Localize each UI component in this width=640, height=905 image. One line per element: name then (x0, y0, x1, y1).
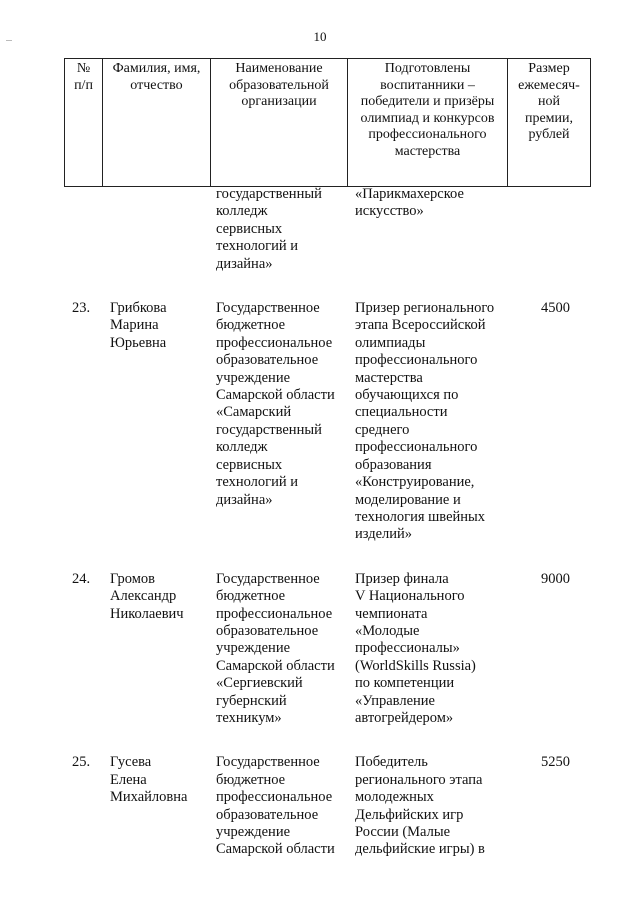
header-line: премии, (524, 110, 574, 126)
header-num (65, 59, 103, 187)
cell-line: автогрейдером» (355, 709, 454, 726)
cell-name (102, 186, 210, 273)
header-line: победители и призёры (360, 94, 495, 109)
cell-line: дельфийские игры) в (355, 841, 485, 858)
header-line: Фамилия, имя, (112, 61, 201, 76)
cell-line: Призер регионального (355, 300, 495, 317)
cell-name (102, 300, 210, 544)
cell-line: государственный (216, 186, 322, 202)
cell-line: Юрьевна (110, 334, 167, 351)
cell-line: профессионалы» (355, 640, 460, 657)
table-row (64, 300, 590, 544)
header-line: № (76, 61, 91, 76)
table-row-continuation (64, 186, 590, 273)
cell-line: бюджетное (216, 588, 286, 605)
cell-line: губернский (216, 692, 287, 709)
cell-line: профессионального (355, 439, 478, 456)
cell-line: профессионального (355, 352, 478, 369)
cell-line: Самарской области (216, 657, 335, 674)
cell-line: Призер финала (355, 570, 449, 587)
cell-line: Государственное (216, 754, 320, 771)
cell-line: Громов (110, 570, 155, 587)
cell-line: дизайна» (216, 491, 273, 508)
cell-line: колледж (216, 203, 268, 220)
cell-line: обучающихся по (355, 387, 459, 404)
header-line: Размер (528, 61, 570, 76)
cell-line: Дельфийских игр (355, 806, 464, 823)
cell-line: чемпионата (355, 605, 428, 622)
header-line: п/п (74, 77, 93, 93)
cell-amount: 9000 (541, 570, 570, 587)
cell-line: «Молодые (355, 622, 420, 639)
cell-num: 25. (72, 754, 91, 771)
header-line: организации (241, 94, 317, 109)
header-line: воспитанники – (380, 77, 475, 93)
header-line: профессионального (368, 127, 487, 142)
header-line: Подготовлены (384, 61, 471, 76)
cell-line: колледж (216, 439, 268, 456)
cell-org (210, 571, 347, 728)
cell-line: сервисных (216, 220, 283, 237)
page-number: 10 (313, 29, 327, 44)
cell-line: Михайловна (110, 789, 188, 806)
cell-num (64, 186, 102, 273)
cell-amount: 4500 (541, 300, 570, 317)
cell-line: профессиональное (216, 789, 333, 806)
cell-line: технологий и (216, 238, 298, 255)
cell-achievement (347, 186, 507, 273)
cell-line: профессиональное (216, 605, 333, 622)
cell-achievement (347, 754, 507, 858)
header-line: Наименование (235, 61, 323, 76)
cell-org (210, 300, 347, 544)
cell-line: по компетенции (355, 675, 455, 692)
header-achievement (348, 59, 508, 187)
cell-line: технология швейных (355, 508, 486, 525)
cell-line: Гусева (110, 754, 152, 771)
cell-line: России (Малые (355, 824, 451, 840)
cell-line: образования (355, 456, 432, 473)
cell-line: «Парикмахерское (355, 186, 464, 202)
cell-num: 23. (72, 300, 91, 317)
cell-line: искусство» (355, 203, 424, 220)
cell-line: Марина (110, 317, 159, 334)
cell-line: техникум» (216, 709, 282, 726)
table-row (64, 754, 590, 858)
cell-line: среднего (355, 421, 410, 438)
cell-amount: 5250 (541, 754, 570, 771)
header-name (103, 59, 211, 187)
cell-line: «Конструирование, (355, 474, 475, 491)
cell-line: (WorldSkills Russia) (355, 657, 476, 674)
cell-line: образовательное (216, 806, 319, 823)
cell-achievement (347, 300, 507, 544)
cell-line: дизайна» (216, 255, 273, 272)
cell-org (210, 186, 347, 273)
cell-line: Николаевич (110, 605, 184, 622)
cell-line: Грибкова (110, 300, 167, 317)
cell-line: V Национального (355, 588, 465, 605)
cell-achievement (347, 571, 507, 728)
table-body (64, 186, 590, 859)
cell-line: образовательное (216, 622, 319, 639)
cell-line: бюджетное (216, 771, 286, 788)
table-header (64, 58, 591, 187)
cell-line: технологий и (216, 474, 298, 491)
header-line: мастерства (394, 143, 461, 159)
cell-line: учреждение (216, 369, 291, 386)
cell-line: «Управление (355, 692, 435, 709)
cell-line: Самарской области (216, 841, 335, 858)
cell-line: Самарской области (216, 387, 335, 404)
cell-line: «Сергиевский (216, 675, 303, 692)
cell-line: Победитель (355, 754, 428, 771)
cell-line: изделий» (355, 526, 413, 543)
header-line: ной (538, 94, 560, 109)
cell-line: профессиональное (216, 334, 333, 351)
cell-line: моделирование и (355, 491, 461, 508)
cell-line: Государственное (216, 570, 320, 587)
header-line: отчество (130, 77, 183, 93)
cell-line: олимпиады (355, 334, 426, 351)
cell-line: Государственное (216, 300, 320, 317)
header-line: ежемесяч- (518, 77, 580, 93)
cell-line: молодежных (355, 789, 434, 806)
cell-line: Александр (110, 588, 177, 605)
cell-line: учреждение (216, 640, 291, 657)
cell-line: сервисных (216, 456, 283, 473)
header-line: рублей (528, 127, 570, 142)
cell-line: этапа Всероссийской (355, 317, 486, 334)
cell-line: образовательное (216, 352, 319, 369)
table-row (64, 571, 590, 728)
cell-line: государственный (216, 421, 322, 438)
cell-amount (507, 186, 590, 273)
cell-line: специальности (355, 404, 448, 421)
cell-line: Елена (110, 771, 147, 788)
cell-name (102, 571, 210, 728)
cell-line: регионального этапа (355, 771, 483, 788)
cell-line: «Самарский (216, 404, 292, 421)
cell-num: 24. (72, 570, 91, 587)
cell-org (210, 754, 347, 858)
cell-line: учреждение (216, 824, 291, 840)
cell-line: бюджетное (216, 317, 286, 334)
header-org (211, 59, 348, 187)
cell-name (102, 754, 210, 858)
header-line: олимпиад и конкурсов (360, 110, 495, 126)
cell-line: мастерства (355, 369, 423, 386)
header-amount (508, 59, 591, 187)
header-line: образовательной (229, 77, 329, 93)
